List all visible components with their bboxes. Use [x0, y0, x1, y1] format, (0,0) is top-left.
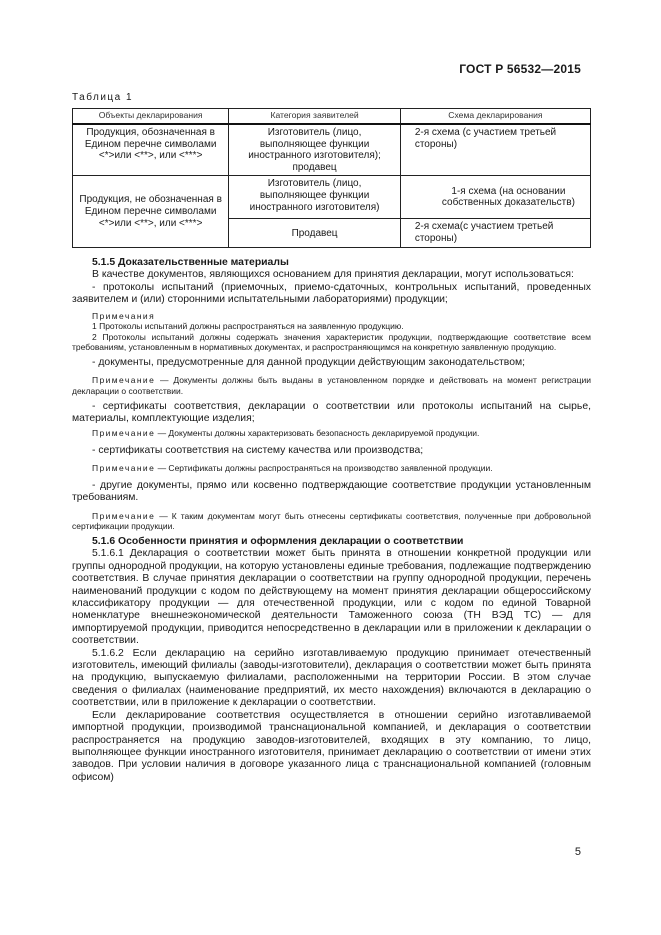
note: [72, 428, 591, 439]
note-label: Примечание: [92, 375, 156, 386]
section-heading: 5.1.6 Особенности принятия и оформления декларации о соответствии: [92, 536, 464, 547]
table-row: [73, 124, 591, 176]
cell-category: Изготовитель (лицо, выполняющее функции иностранного изготовителя): [229, 176, 401, 219]
paragraph: 5.1.6.1 Декларация о соответствии может быть принята в отношении конкретной продукции или группы однородной продукции, на которую установлены единые требования, подлежащие подтверждению соответствия. В случае принятия декларации о соответствии на группу однородной продукции, перечень наименований продукции с кодом по действующему на момент принятия декларации общероссийскому классификатору продукции — для отечественной продукции, или с кодом по единой Товарной номенклатуре внешнеэкономической деятельности Таможенного союза (ТН ВЭД ТС) — для импортируемой продукции, приводится непосредственно в декларации или в приложении к декларации о соответствии.: [72, 548, 591, 647]
list-item: - сертификаты соответствия на систему качества или производства;: [92, 445, 424, 456]
cell-category: Изготовитель (лицо, выполняющее функции иностранного изготовителя); продавец: [229, 124, 401, 176]
table-header-row: [73, 109, 591, 125]
cell-scheme: 2-я схема(с участием третьей стороны): [400, 219, 590, 248]
standard-number: ГОСТ Р 56532—2015: [459, 62, 581, 76]
note-text: — Сертификаты должны распространяться на производство заявленной продукции.: [155, 463, 493, 474]
section-heading: 5.1.5 Доказательственные материалы: [92, 257, 289, 268]
cell-scheme: 1-я схема (на основании собственных доказательств): [400, 176, 590, 219]
cell-object: Продукция, обозначенная в Едином перечне символами <*>или <**>, или <***>: [73, 124, 229, 176]
note-label: Примечание: [92, 463, 156, 474]
cell-scheme: 2-я схема (с участием третьей стороны): [400, 124, 590, 176]
list-item: - протоколы испытаний (приемочных, приемо-сдаточных, контрольных испытаний, проведенных заявителем и (или) сторонними испытательными лабораториями) продукции;: [72, 281, 591, 306]
page-number: 5: [574, 846, 581, 858]
list-item: - документы, предусмотренные для данной продукции действующим законодательством;: [92, 357, 526, 368]
note-text: — Документы должны характеризовать безопасность декларируемой продукции.: [155, 428, 480, 439]
note: [72, 463, 591, 474]
paragraph: Если декларирование соответствия осуществляется в отношении серийно изготавливаемой импортной продукции, производимой транснациональной компанией, и декларация о соответствии распространяется на продукцию заводов-изготовителей, входящих в эту компанию, то лицо, выполняющее функции иностранного изготовителя, принимает декларацию о соответствии от имени этих заводов. При условии наличия в договоре указанного лица с транснациональной компанией (головным офисом): [72, 709, 591, 783]
notes-label: Примечания: [92, 310, 156, 321]
note: 1 Протоколы испытаний должны распространяться на заявленную продукцию.: [92, 321, 404, 332]
note: [72, 375, 591, 396]
list-item: - другие документы, прямо или косвенно подтверждающие соответствие продукции установленным требованиям.: [72, 480, 591, 504]
paragraph: 5.1.6.2 Если декларацию на серийно изготавливаемую продукцию принимает отечественный изготовитель, имеющий филиалы (заводы-изготовители), декларация о соответствии может быть принята на продукцию, выпускаемую филиалами, расположенными на территории России. В этом случае сведения о филиалах (наименование предприятий, их место нахождения) включаются в декларацию о соответствии, или в приложение к декларации о соответствии.: [72, 647, 591, 709]
note-text: — Документы должны быть выданы в установленном порядке и действовать на момент регистрации декларации о соответствии.: [72, 375, 591, 396]
column-header-objects: Объекты декларирования: [73, 109, 229, 125]
table-caption: Таблица 1: [72, 92, 134, 103]
paragraph: В качестве документов, являющихся основанием для принятия декларации, могут использоваться:: [92, 269, 574, 281]
column-header-category: Категория заявителей: [229, 109, 401, 125]
cell-object: Продукция, не обозначенная в Едином перечне символами <*>или <**>, или <***>: [73, 176, 229, 248]
note: [72, 511, 591, 532]
document-body: [72, 254, 591, 784]
note: 2 Протоколы испытаний должны содержать значения характеристик продукции, подтверждающие соответствие всем требованиям, установленным в нормативных документах, и распространяющимся на конкретную заявленную продукцию.: [72, 331, 591, 353]
cell-category: Продавец: [229, 219, 401, 248]
note-label: Примечание: [92, 428, 156, 439]
table-row: [73, 176, 591, 219]
declaration-table: [72, 108, 591, 248]
note-text: — К таким документам могут быть отнесены сертификаты соответствия, полученные при добровольной сертификации продукции.: [72, 510, 591, 532]
column-header-scheme: Схема декларирования: [400, 109, 590, 125]
note-label: Примечание: [92, 510, 156, 521]
list-item: - сертификаты соответствия, декларации о соответствии или протоколы испытаний на сырье, материалы, комплектующие изделия;: [72, 400, 591, 424]
